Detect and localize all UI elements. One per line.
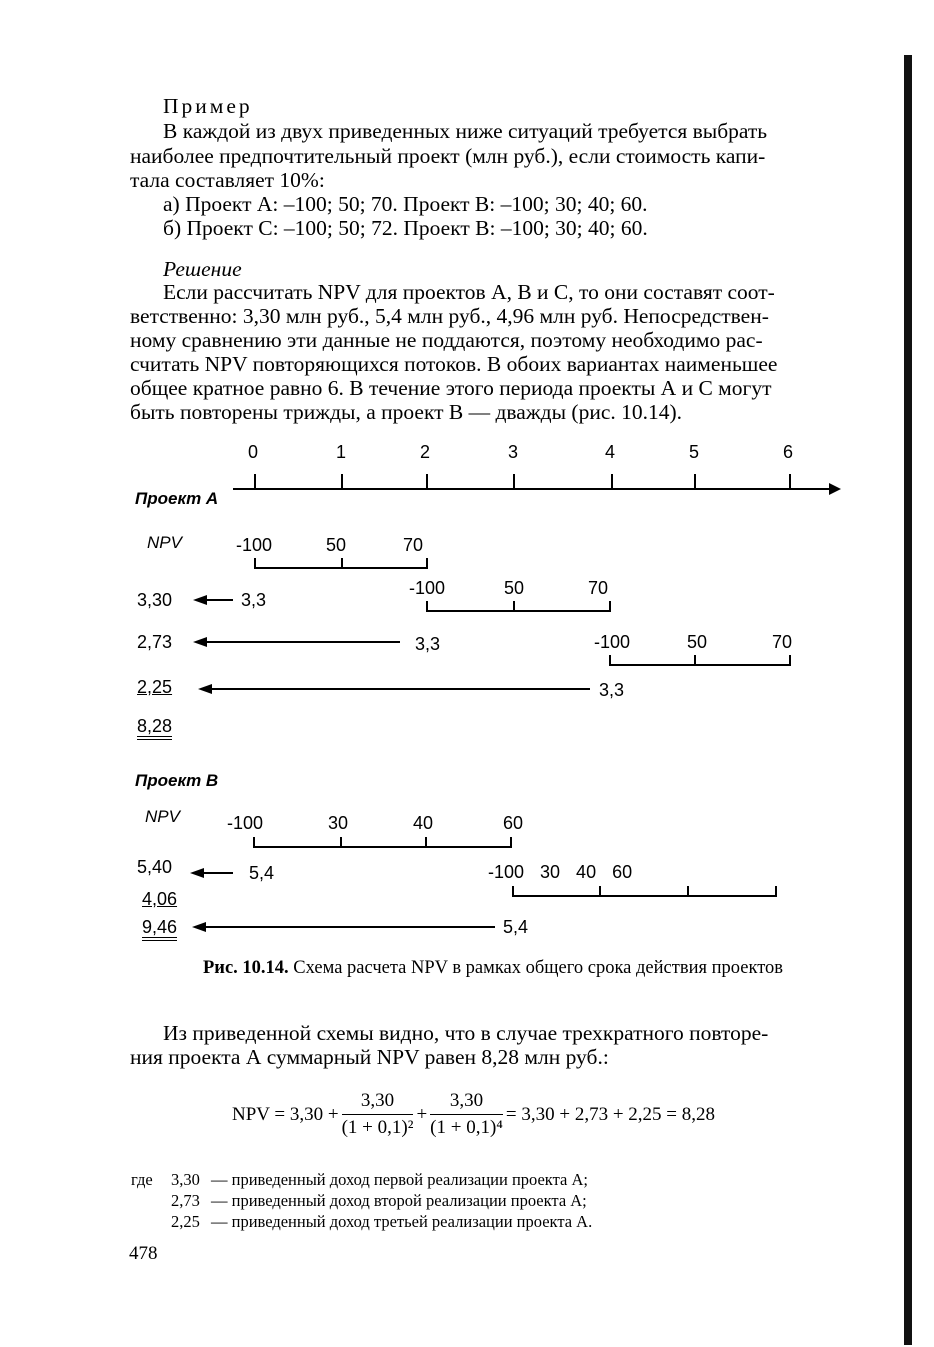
fraction-2 (430, 1090, 503, 1139)
timeline-tick (513, 474, 515, 488)
fraction-1-denominator: (1 + 0,1)² (341, 1117, 414, 1138)
a-arrow-1 (205, 599, 233, 601)
b-pv-1: 5,4 (249, 863, 275, 883)
task-line-1: В каждой из двух приведенных ниже ситуаций требуется выбрать (163, 119, 768, 143)
a-disc-1: 3,30 (137, 590, 173, 610)
a1-flow-2: 70 (403, 535, 424, 555)
a-arrow-3 (212, 688, 590, 690)
a-disc-2: 2,73 (137, 632, 173, 652)
b1-flow-2: 40 (413, 813, 434, 833)
b-pv-2: 5,4 (503, 917, 529, 937)
a2-bracket (426, 610, 611, 612)
bracket-tick (694, 655, 696, 665)
b-disc-1: 5,40 (137, 857, 173, 877)
bracket-tick (687, 886, 689, 896)
conclusion-line-2: ния проекта А суммарный NPV равен 8,28 млн руб.: (130, 1045, 609, 1069)
bracket-tick (253, 837, 255, 847)
timeline-tick (611, 474, 613, 488)
solution-line-5: общее кратное равно 6. В течение этого периода проекты А и С могут (130, 376, 772, 400)
bracket-tick (425, 837, 427, 847)
timeline-label-6: 6 (783, 442, 794, 462)
where-val-1: 3,30 (171, 1170, 200, 1189)
b1-flow-3: 60 (503, 813, 524, 833)
b-arrow-1 (203, 872, 233, 874)
task-item-a: а) Проект А: –100; 50; 70. Проект В: –100; 30; 40; 60. (163, 192, 648, 216)
solution-line-6: быть повторены трижды, а проект В — дважды (рис. 10.14). (130, 400, 683, 424)
where-prefix: где (131, 1170, 153, 1189)
solution-line-3: ному сравнению эти данные не поддаются, поэтому необходимо рас- (130, 328, 763, 352)
conclusion-line-1: Из приведенной схемы видно, что в случае трехкратного повторе- (163, 1021, 769, 1045)
timeline-tick (694, 474, 696, 488)
bracket-tick (426, 601, 428, 611)
timeline-tick (789, 474, 791, 488)
timeline-tick (341, 474, 343, 488)
arrow-left-icon (193, 595, 207, 605)
fraction-2-denominator: (1 + 0,1)⁴ (430, 1117, 503, 1138)
a3-flow-0: -100 (594, 632, 631, 652)
a2-flow-0: -100 (409, 578, 446, 598)
solution-line-2: ветственно: 3,30 млн руб., 5,4 млн руб., 4,96 млн руб. Непосредствен- (130, 304, 769, 328)
timeline-label-3: 3 (508, 442, 519, 462)
bracket-tick (599, 886, 601, 896)
timeline-label-4: 4 (605, 442, 616, 462)
arrow-left-icon (192, 922, 206, 932)
a-pv-2: 3,3 (415, 634, 441, 654)
b2-flows: -100 30 40 60 (488, 862, 633, 882)
bracket-tick (609, 655, 611, 665)
example-heading: Пример (163, 94, 253, 118)
timeline-label-2: 2 (420, 442, 431, 462)
a2-flow-2: 70 (588, 578, 609, 598)
timeline-axis (233, 488, 830, 490)
timeline-label-1: 1 (336, 442, 347, 462)
solution-line-4: считать NPV повторяющихся потоков. В обоих вариантах наименьшее (130, 352, 778, 376)
fraction-1 (342, 1090, 414, 1139)
bracket-tick (254, 558, 256, 568)
bracket-tick (775, 886, 777, 896)
arrow-left-icon (193, 637, 207, 647)
bracket-tick (340, 837, 342, 847)
bracket-tick (341, 558, 343, 568)
a2-flow-1: 50 (504, 578, 525, 598)
a-total: 8,28 (137, 716, 172, 740)
a1-flow-0: -100 (236, 535, 273, 555)
project-a-label: Проект А (135, 489, 219, 508)
where-text-1: — приведенный доход первой реализации проекта А; (211, 1170, 588, 1189)
arrow-left-icon (190, 868, 204, 878)
a-disc-3: 2,25 (137, 677, 173, 697)
fraction-1-numerator: 3,30 (342, 1090, 414, 1115)
a-arrow-2 (205, 641, 400, 643)
task-line-3: тала составляет 10%: (130, 168, 325, 192)
npv-label-b: NPV (145, 807, 180, 826)
timeline-label-5: 5 (689, 442, 700, 462)
b2-bracket (512, 895, 777, 897)
task-line-2: наиболее предпочтительный проект (млн руб.), если стоимость капи- (130, 144, 766, 168)
b1-flow-0: -100 (227, 813, 264, 833)
timeline-tick (254, 474, 256, 488)
task-item-b: б) Проект С: –100; 50; 72. Проект В: –100; 30; 40; 60. (163, 216, 648, 240)
bracket-tick (789, 655, 791, 665)
a-pv-1: 3,3 (241, 590, 267, 610)
bracket-tick (510, 837, 512, 847)
a1-flow-1: 50 (326, 535, 347, 555)
timeline-tick (426, 474, 428, 488)
timeline-label-0: 0 (248, 442, 259, 462)
where-text-2: — приведенный доход второй реализации проекта А; (211, 1191, 587, 1210)
npv-formula (232, 1090, 715, 1139)
arrow-left-icon (198, 684, 212, 694)
a3-bracket (609, 664, 791, 666)
formula-lhs: NPV = 3,30 + (232, 1103, 339, 1125)
caption-prefix: Рис. 10.14. (203, 958, 289, 978)
where-text-3: — приведенный доход третьей реализации проекта А. (211, 1212, 593, 1231)
solution-heading: Решение (163, 257, 242, 281)
project-b-label: Проект В (135, 771, 219, 790)
npv-label-a: NPV (147, 533, 182, 552)
formula-rhs: = 3,30 + 2,73 + 2,25 = 8,28 (505, 1103, 716, 1125)
page-number: 478 (129, 1243, 158, 1264)
bracket-tick (609, 601, 611, 611)
timeline-arrow-icon (829, 483, 841, 495)
where-val-3: 2,25 (171, 1212, 200, 1231)
a3-flow-1: 50 (687, 632, 708, 652)
bracket-tick (512, 886, 514, 896)
fraction-2-numerator: 3,30 (430, 1090, 503, 1115)
where-val-2: 2,73 (171, 1191, 200, 1210)
caption-text: Схема расчета NPV в рамках общего срока действия проектов (293, 958, 784, 978)
bracket-tick (513, 601, 515, 611)
a-pv-3: 3,3 (599, 680, 625, 700)
solution-line-1: Если рассчитать NPV для проектов А, В и С, то они составят соот- (163, 280, 775, 304)
b-disc-2: 4,06 (142, 889, 178, 909)
b-total: 9,46 (142, 917, 177, 941)
a3-flow-2: 70 (772, 632, 793, 652)
figure-caption (203, 958, 783, 979)
scan-edge-bar (904, 55, 912, 1345)
formula-plus: + (416, 1103, 428, 1125)
bracket-tick (426, 558, 428, 568)
b-arrow-2 (205, 926, 495, 928)
b1-bracket (253, 846, 512, 848)
b1-flow-1: 30 (328, 813, 349, 833)
